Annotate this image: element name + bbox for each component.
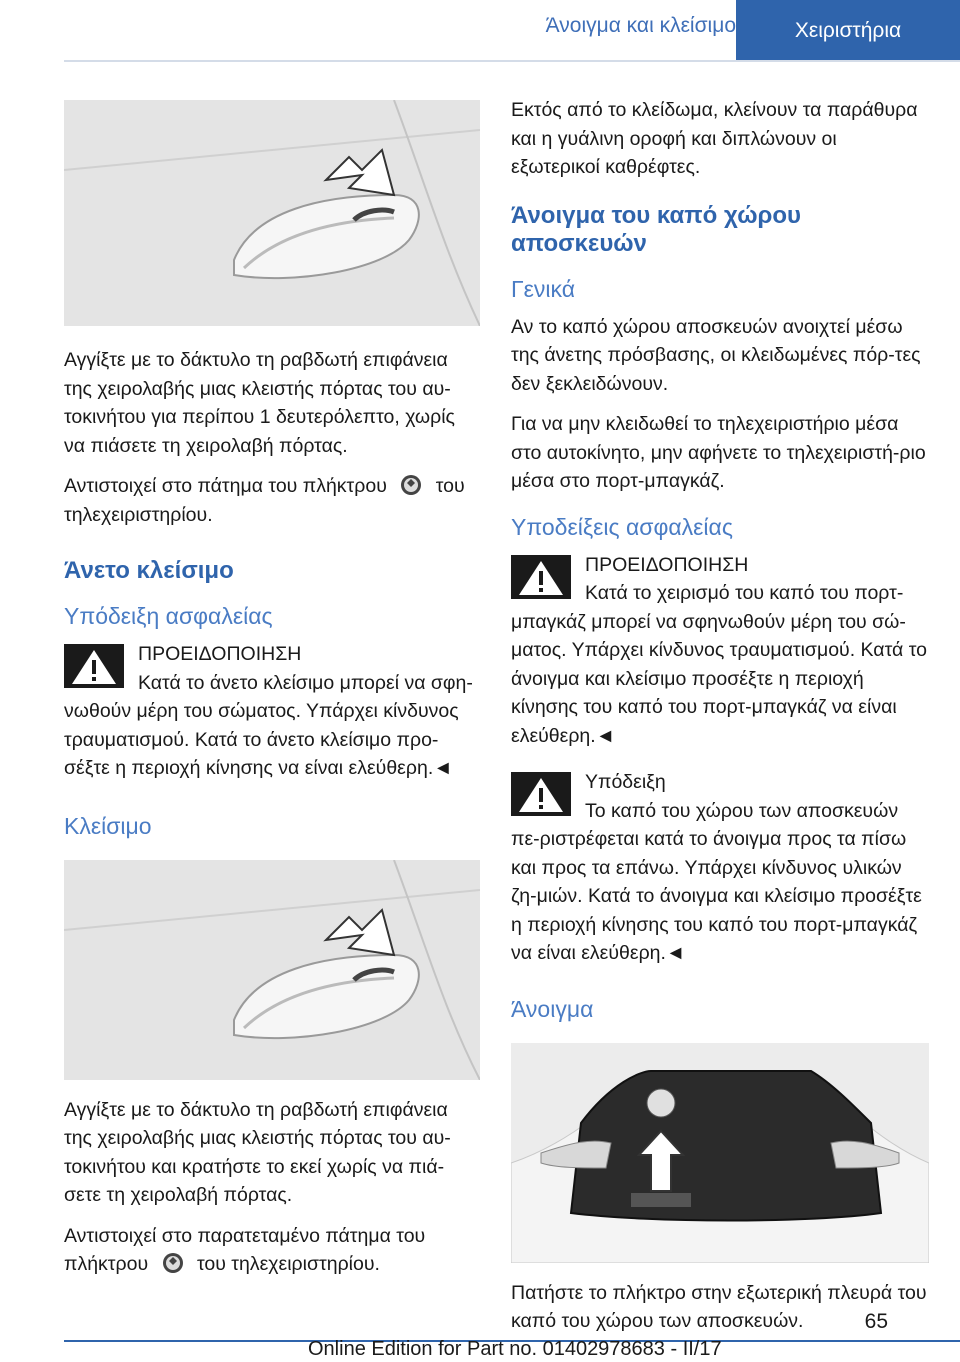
general-heading: Γενικά [511,275,576,302]
remote-long-press-tail: του τηλεχειριστηρίου. [196,1253,380,1275]
trunk-comfort-access-text: Αν το καπό χώρου αποσκευών ανοιχτεί μέσω της άνετης πρόσβασης, οι κλειδωμένες πόρ-τες δεν ξεκλειδώνουν. [511,315,921,395]
opening-heading: Άνοιγμα [511,995,594,1022]
chapter-tab: Χειριστήρια [736,0,960,62]
warning-block [511,551,929,751]
safety-note-heading: Υπόδειξη ασφαλείας [64,603,273,629]
page-footer [0,1300,960,1362]
press-button-text: Πατήστε το πλήκτρο στην εξωτερική πλευρά του καπό του χώρου των αποσκευών. [511,1281,927,1332]
door-handle-hold-illustration [64,860,480,1080]
warning-icon [64,644,124,688]
note-text: Το καπό του χώρου των αποσκευών πε-ριστρέφεται κατά το άνοιγμα προς τα πίσω και προς τα επάνω. Υπάρχει κίνδυνος υλικών ζη-μιών. Κατά το άνοιγμα και κλείσιμο προσέξτε η περιοχή κίνησης του καπό του πορτ-μπαγκάζ να είναι ελεύθερη.◄ [511,799,922,964]
hold-instruction-text: Αγγίξτε με το δάκτυλο τη ραβδωτή επιφάνεια της χειρολαβής μιας κλειστής πόρτας του αυ-τοκινήτου και κρατήστε το εκεί χωρίς να πιά-σετε τη χειρολαβή πόρτας. [64,1098,451,1206]
trunk-lid-illustration [511,1043,929,1263]
remote-equivalent-lead: Αντιστοιχεί στο πάτημα του πλήκτρου [64,475,387,497]
remote-in-trunk-text: Για να μην κλειδωθεί το τηλεχειριστήριο μέσα στο αυτοκίνητο, μην αφήνετε το τηλεχειριστή-ριο μέσα στο πορτ-μπαγκάζ. [511,413,926,492]
warning-icon [511,772,571,816]
page-header [0,0,960,62]
remote-equivalent-text [64,472,480,529]
comfort-closing-heading: Άνετο κλείσιμο [64,557,234,584]
door-handle-hold-image [64,860,480,1080]
note-block [511,768,929,968]
section-title: Άνοιγμα και κλείσιμο [545,14,736,37]
closing-effects-text: Εκτός από το κλείδωμα, κλείνουν τα παράθυρα και η γυάλινη οροφή και διπλώνουν οι εξωτερικοί καθρέφτες. [511,99,918,178]
page-number: 65 [864,1310,888,1333]
note-title: Υπόδειξη [585,771,666,793]
right-column [511,100,929,1348]
edition-note: Online Edition for Part no. 01402978683 - II/17 [308,1338,722,1360]
warning-text: Κατά το άνετο κλείσιμο μπορεί να σφη-νωθούν μέρη του σώματος. Υπάρχει κίνδυνος τραυματισμού. Κατά το άνετο κλείσιμο προ-σέξτε η περιοχή κίνησης να είναι ελεύθερη.◄ [64,671,473,779]
remote-long-press-lead: Αντιστοιχεί στο παρατεταμένο πάτημα του πλήκτρου [64,1224,426,1275]
lock-key-icon [400,474,422,496]
warning-block [64,640,480,783]
lock-key-icon [162,1252,184,1274]
header-divider [64,60,960,62]
warning-title: ΠΡΟΕΙΔΟΠΟΙΗΣΗ [138,643,302,665]
warning-title: ΠΡΟΕΙΔΟΠΟΙΗΣΗ [585,553,749,576]
warning-icon [511,555,571,599]
remote-long-press-text [64,1222,480,1279]
warning-text: Κατά το χειρισμό του καπό του πορτ-μπαγκάζ μπορεί να σφηνωθούν μέρη του σώ-ματος. Υπάρχει κίνδυνος τραυματισμού. Κατά το άνοιγμα και κλείσιμο προσέξτε η περιοχή κίνησης του καπό του πορτ-μπαγκάζ να είναι ελεύθερη.◄ [511,582,927,747]
door-handle-illustration [64,100,480,326]
trunk-opening-heading: Άνοιγμα του καπό χώρου αποσκευών [511,201,802,257]
remote-equivalent-tail: του τηλεχειριστηρίου. [64,475,465,526]
trunk-lid-image [511,1043,929,1263]
closing-heading: Κλείσιμο [64,812,152,839]
door-handle-touch-image [64,100,480,326]
left-column [64,100,480,1291]
touch-instruction-text: Αγγίξτε με το δάκτυλο τη ραβδωτή επιφάνεια της χειρολαβής μιας κλειστής πόρτας του αυ-τοκινήτου για περίπου 1 δευτερόλεπτο, χωρίς να πιάσετε τη χειρολαβή πόρτας. [64,349,455,457]
safety-notes-heading: Υποδείξεις ασφαλείας [511,513,733,540]
